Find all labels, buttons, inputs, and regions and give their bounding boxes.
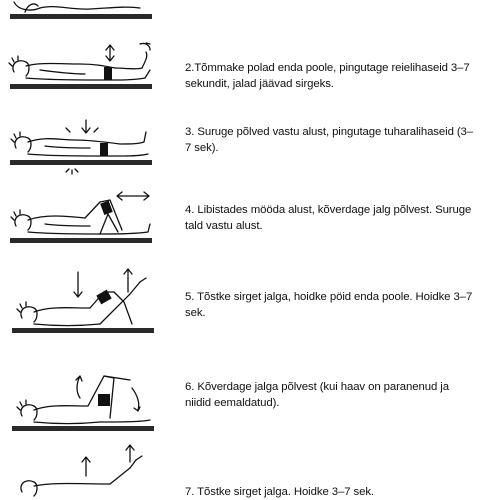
exercise-5-illustration bbox=[0, 262, 170, 342]
exercise-4-illustration bbox=[0, 190, 170, 252]
exercise-1-illustration bbox=[0, 0, 170, 22]
exercise-5-instruction: 5. Tõstke sirget jalga, hoidke pöid enda poole. Hoidke 3–7 sek. bbox=[185, 291, 473, 319]
lying-figure-raise-straight-leg-icon bbox=[0, 262, 170, 342]
lying-figure-press-knees-icon bbox=[0, 118, 170, 180]
lying-figure-slide-leg-icon bbox=[0, 190, 170, 252]
exercise-3-instruction: 3. Suruge põlved vastu alust, pingutage tuharalihaseid (3–7 sek). bbox=[185, 126, 474, 154]
exercise-6-instruction: 6. Kõverdage jalga põlvest (kui haav on paranenud ja niidid eemaldatud). bbox=[185, 381, 449, 409]
exercise-7-illustration bbox=[0, 442, 170, 500]
exercise-2-illustration bbox=[0, 40, 170, 100]
exercise-4-instruction: 4. Libistades mööda alust, kõverdage jalg põlvest. Suruge tald vastu alust. bbox=[185, 204, 472, 232]
lying-figure-partial-icon bbox=[0, 0, 170, 22]
exercise-6-illustration bbox=[0, 358, 170, 440]
exercise-3-illustration bbox=[0, 118, 170, 180]
exercise-7-instruction: 7. Tõstke sirget jalga. Hoidke 3–7 sek. bbox=[185, 486, 375, 498]
lying-figure-pull-feet-icon bbox=[0, 40, 170, 100]
lying-figure-raise-leg-partial-icon bbox=[0, 442, 170, 500]
exercise-2-instruction: 2.Tõmmake polad enda poole, pingutage reielihaseid 3–7 sekundit, jalad jäävad sirgeks. bbox=[185, 62, 470, 90]
lying-figure-bend-knee-raised-icon bbox=[0, 358, 170, 440]
